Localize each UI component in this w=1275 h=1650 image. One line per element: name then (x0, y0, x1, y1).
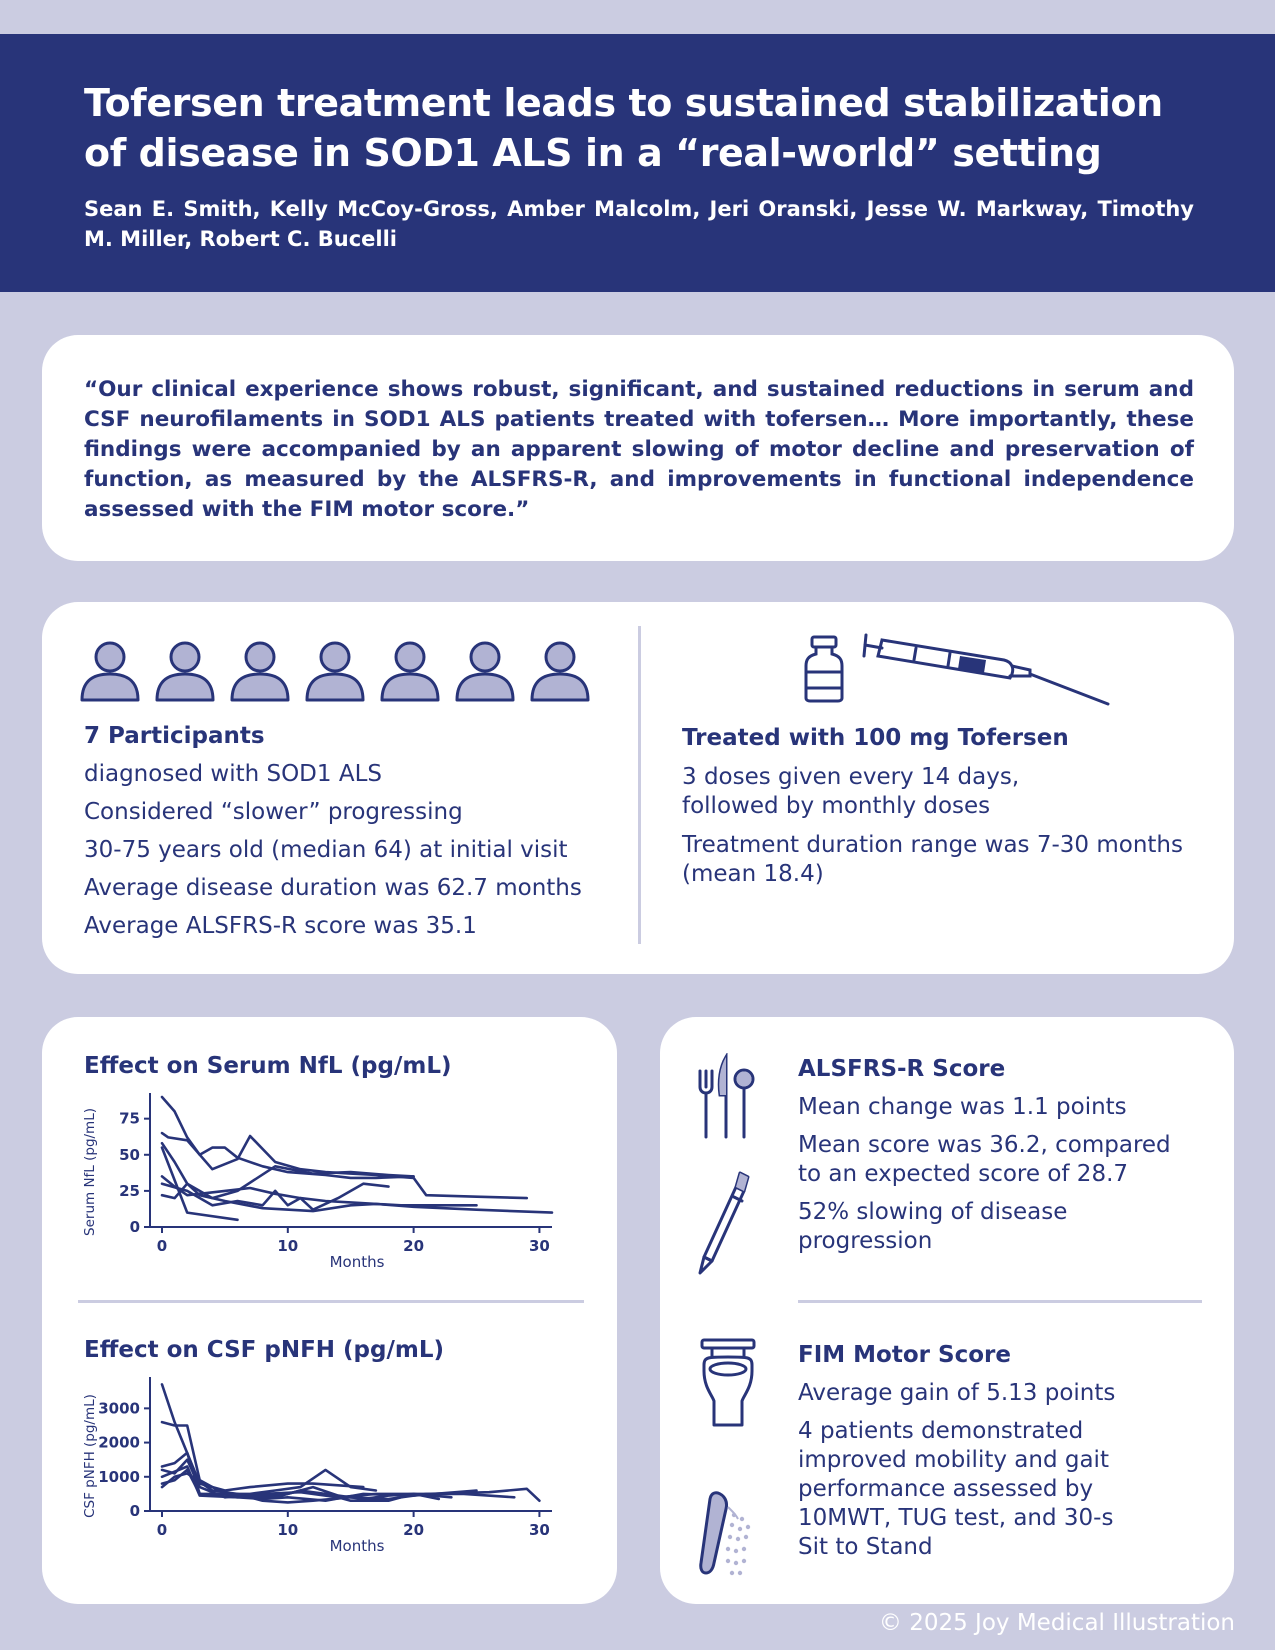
participants-line: Average ALSFRS-R score was 35.1 (84, 913, 477, 939)
alsfrs-line: progression (798, 1228, 933, 1254)
x-tick-label: 10 (277, 1237, 299, 1255)
participants-icons (80, 632, 600, 704)
shower-icon (698, 1489, 758, 1579)
x-tick-label: 10 (277, 1521, 299, 1539)
fim-line: 10MWT, TUG test, and 30-s (798, 1505, 1114, 1531)
y-axis-label: Serum NfL (pg/mL) (82, 1108, 98, 1236)
page-title: Tofersen treatment leads to sustained stabilization of disease in SOD1 ALS in a “real-world” setting (84, 81, 1163, 175)
y-tick-label: 75 (119, 1109, 140, 1128)
chart-title: Effect on Serum NfL (pg/mL) (84, 1053, 452, 1079)
participants-line: Considered “slower” progressing (84, 799, 463, 825)
x-tick-label: 0 (156, 1521, 168, 1539)
quote-text: “Our clinical experience shows robust, significant, and sustained reductions in serum and CSF neurofilaments in SOD1 ALS patients treated with tofersen… More importantly, these findings were accompanied by an apparent slowing of motor decline and preservation of function, as measured by the ALSFRS-R, and improvements in functional independence assessed with the FIM motor score.” (84, 377, 1194, 522)
utensils-icon (696, 1053, 756, 1139)
x-axis-label: Months (329, 1537, 385, 1553)
alsfrs-line: to an expected score of 28.7 (798, 1161, 1129, 1187)
chart-title: Effect on CSF pNFH (pg/mL) (84, 1337, 445, 1363)
fim-line: Sit to Stand (798, 1534, 933, 1560)
fim-line: improved mobility and gait (798, 1447, 1109, 1473)
participants-line: diagnosed with SOD1 ALS (84, 761, 382, 787)
participants-heading: 7 Participants (84, 723, 265, 749)
copyright-credit: © 2025 Joy Medical Illustration (878, 1610, 1235, 1636)
x-tick-label: 30 (528, 1521, 550, 1539)
participants-card (42, 602, 1234, 974)
treatment-line: followed by monthly doses (682, 793, 991, 819)
x-tick-label: 30 (528, 1237, 550, 1255)
y-tick-label: 3000 (98, 1399, 140, 1418)
fim-heading: FIM Motor Score (798, 1342, 1011, 1368)
alsfrs-heading: ALSFRS-R Score (798, 1056, 1006, 1082)
pen-icon (696, 1167, 756, 1277)
series-line (162, 1176, 477, 1205)
x-tick-label: 0 (156, 1237, 168, 1255)
y-tick-label: 0 (129, 1218, 140, 1236)
y-tick-label: 1000 (98, 1467, 140, 1486)
person-icon (532, 643, 588, 700)
toilet-icon (698, 1337, 758, 1429)
alsfrs-line: Mean change was 1.1 points (798, 1094, 1127, 1120)
serum-nfl-chart (72, 1089, 572, 1269)
alsfrs-line: Mean score was 36.2, compared (798, 1132, 1171, 1158)
fim-line: Average gain of 5.13 points (798, 1380, 1116, 1406)
treatment-line: 3 doses given every 14 days, (682, 764, 1020, 790)
person-icon (382, 643, 438, 700)
person-icon (157, 643, 213, 700)
results-card (660, 1017, 1234, 1604)
x-tick-label: 20 (403, 1237, 425, 1255)
fim-line: performance assessed by (798, 1476, 1094, 1502)
person-icon (232, 643, 288, 700)
participants-line: 30-75 years old (median 64) at initial visit (84, 837, 568, 863)
y-tick-label: 2000 (98, 1433, 140, 1452)
vial-icon (802, 634, 846, 704)
alsfrs-line: 52% slowing of disease (798, 1199, 1068, 1225)
quote-card (42, 335, 1234, 561)
treatment-line: Treatment duration range was 7-30 months (682, 832, 1183, 858)
charts-card (42, 1017, 617, 1604)
csf-pnfh-chart (72, 1373, 572, 1553)
x-axis-label: Months (329, 1253, 385, 1269)
fim-line: 4 patients demonstrated (798, 1418, 1084, 1444)
title-banner (0, 34, 1275, 292)
participants-line: Average disease duration was 62.7 months (84, 875, 582, 901)
y-axis-label: CSF pNFH (pg/mL) (82, 1394, 98, 1518)
y-tick-label: 25 (119, 1181, 140, 1200)
series-line (162, 1133, 527, 1198)
treatment-heading: Treated with 100 mg Tofersen (682, 725, 1069, 751)
person-icon (307, 643, 363, 700)
y-tick-label: 0 (129, 1502, 140, 1520)
author-list: Sean E. Smith, Kelly McCoy-Gross, Amber Malcolm, Jeri Oranski, Jesse W. Markway, Timothy M. Miller, Robert C. Bucelli (84, 197, 1194, 251)
syringe-icon (862, 632, 1112, 712)
x-tick-label: 20 (403, 1521, 425, 1539)
card-divider (638, 626, 641, 944)
y-tick-label: 50 (119, 1145, 140, 1164)
person-icon (82, 643, 138, 700)
results-separator (798, 1300, 1202, 1303)
chart-separator (78, 1300, 584, 1303)
treatment-line: (mean 18.4) (682, 861, 824, 887)
person-icon (457, 643, 513, 700)
